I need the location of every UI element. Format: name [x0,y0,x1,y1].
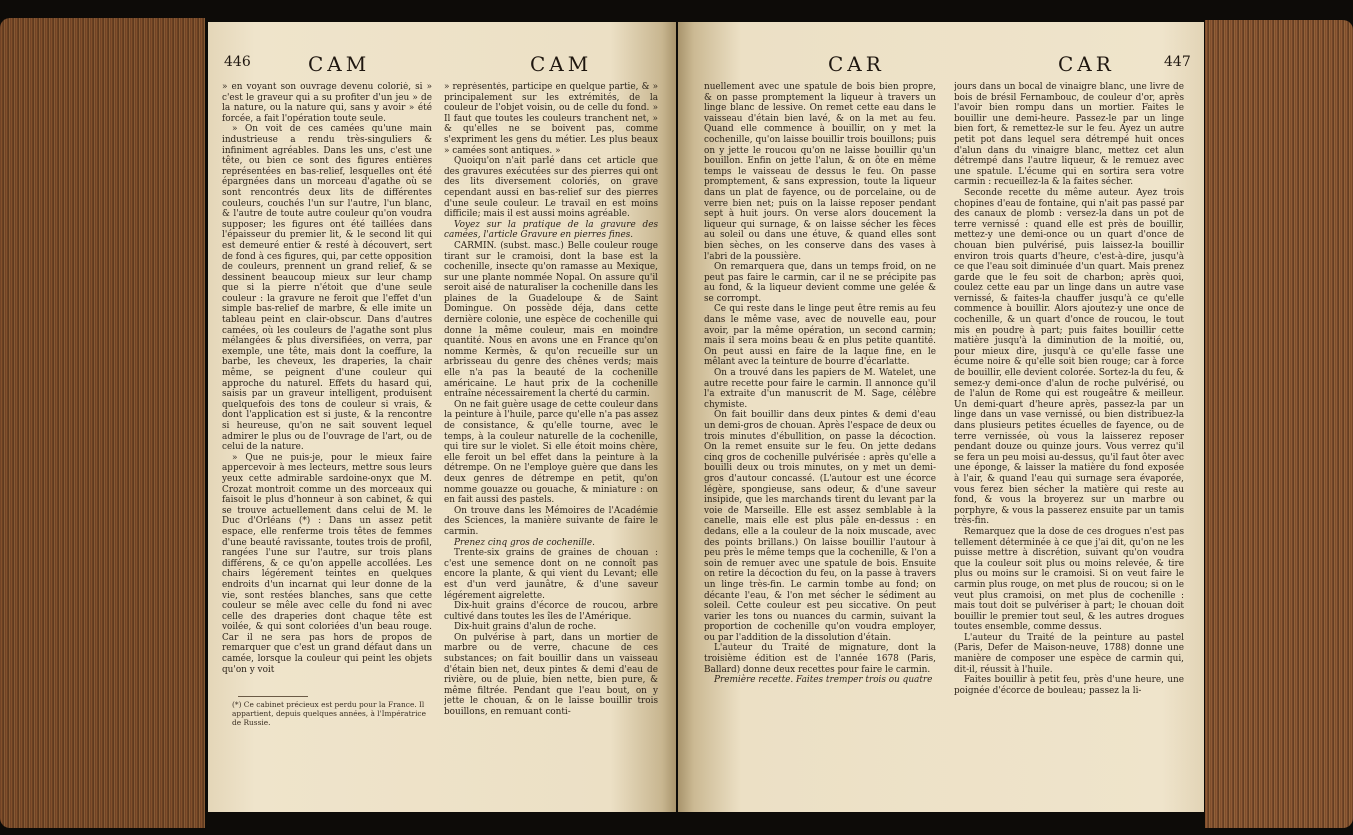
right-page-number: 447 [1164,54,1191,70]
right-page [678,22,1204,812]
right-heading-col1: CAR [828,52,885,76]
paragraph: Quoiqu'on n'ait parlé dans cet article que des gravures exécutées sur des pierres qui ont des lits diversement coloriés, on grave cependant aussi en bas-relief sur des pierres d'une seule couleur. Le travail en est moins difficile; mais il est aussi moins agréable. [444,156,658,220]
paragraph: jours dans un bocal de vinaigre blanc, une livre de bois de brésil Fernambouc, de couleur d'or, après l'avoir bien rompu dans un mortier. Faites le bouillir une demi-heure. Passez-le par un linge bien fort, & remettez-le sur le feu. Ayez un autre petit pot dans lequel sera détrempé huit onces d'alun dans du vinaigre blanc, mettez cet alun détrempé dans l'autre liqueur, & le remuez avec une spatule. L'écume qui en sortira sera votre carmin : recueillez-la & la faites sécher. [954,82,1184,188]
paragraph: Trente-six grains de graines de chouan : c'est une semence dont on ne connoît pas encore la plante, & qui vient du Levant; elle est d'un verd jaunâtre, & d'une saveur légérement aigrelette. [444,548,658,601]
paragraph: Remarquez que la dose de ces drogues n'est pas tellement déterminée à ce que j'ai dit, qu'on ne les puisse mettre à discrétion, suivant qu'on voudra que la couleur soit plus ou moins relevée, & tire plus ou moins sur le cramoisi. Si on veut faire le carmin plus rouge, on met plus de roucou; si on le veut plus cramoisi, on met plus de cochenille : mais tout doit se pulvériser à part; le chouan doit bouillir le premier tout seul, & les autres drogues toutes ensemble, comme dessus. [954,526,1184,633]
right-page-column-1 [704,82,936,802]
left-running-head [208,52,676,76]
paragraph: On fait bouillir dans deux pintes & demi d'eau un demi-gros de chouan. Après l'espace de deux ou trois minutes d'ébullition, on passe la décoction. On la remet ensuite sur le feu. On jette dedans cinq gros de cochenille pulvérisée : après qu'elle a bouilli deux ou trois minutes, on y met un demi-gros d'autour concassé. (L'autour est une écorce légère, spongieuse, sans odeur, & d'une saveur insipide, que les marchands tirent du levant par la voie de Marseille. Elle est assez semblable à la canelle, mais elle est plus pâle en-dessus : en dedans, elle a la couleur de la noix muscade, avec des points brillans.) On laisse bouillir l'autour à peu près le même temps que la cochenille, & l'on a soin de remuer avec une spatule de bois. Ensuite on retire la décoction du feu, on la passe à travers un linge très-fin. Le carmin tombe au fond; on décante l'eau, & l'on met sécher le sédiment au soleil. Cette couleur est peu siccative. On peut varier les tons ou nuances du carmin, suivant la proportion de cochenille qu'on voudra employer, ou par l'addition de la dissolution d'étain. [704,410,936,643]
paragraph: Voyez sur la pratique de la gravure des camées, l'article Gravure en pierres fines. [444,219,658,241]
paragraph: Ce qui reste dans le linge peut être remis au feu dans le même vase, avec de nouvelle eau, pour avoir, par la même opération, un second carmin; mais il sera moins beau & en plus petite quantité. On peut aussi en faire de la laque fine, en le mêlant avec la teinture de bourre d'écarlatte. [704,304,936,368]
paragraph: On ne fait guère usage de cette couleur dans la peinture à l'huile, parce qu'elle n'a pas assez de consistance, & qu'elle tourne, avec le temps, à la couleur naturelle de la cochenille, qui tire sur le violet. Si elle étoit moins chère, elle feroit un bel effet dans la peinture à la détrempe. On ne l'employe guère que dans les deux genres de détrempe en petit, qu'on nomme gouazze ou gouache, & miniature : on en fait aussi des pastels. [444,399,658,506]
paragraph: On pulvérise à part, dans un mortier de marbre ou de verre, chacune de ces substances; on fait bouillir dans un vaisseau d'étain bien net, deux pintes & demi d'eau de rivière, ou de pluie, bien nette, bien pure, & même filtrée. Pendant que l'eau bout, on y jette le chouan, & on le laisse bouillir trois bouillons, en remuant conti- [444,632,658,718]
paragraph: On remarquera que, dans un temps froid, on ne peut pas faire le carmin, car il ne se précipite pas au fond, & la liqueur devient comme une gelée & se corrompt. [704,262,936,304]
paragraph: » représentés, participe en quelque partie, & » principalement sur les extrémités, de la couleur de l'objet voisin, ou de celle du fond. » Il faut que toutes les couleurs tranchent net, » & qu'elles ne se boivent pas, comme s'expriment les gens du métier. Les plus beaux » camées sont antiques. » [444,82,658,156]
paragraph: Seconde recette du même auteur. Ayez trois chopines d'eau de fontaine, qui n'ait pas passé par des canaux de plomb : versez-la dans un pot de terre vernissé : quand elle est près de bouillir, mettez-y une demi-once ou un quart d'once de chouan bien pulvérisé, puis laissez-la bouillir environ trois quarts d'heure, c'est-à-dire, jusqu'à ce que l'eau soit diminuée d'un quart. Mais prenez garde que le feu soit de charbon; après quoi, coulez cette eau par un linge dans un autre vase vernissé, & faites-la chauffer jusqu'à ce qu'elle commence à bouillir. Alors ajoutez-y une once de cochenille, & un quart d'once de roucou, le tout mis en poudre à part; puis faites bouillir cette matière jusqu'à la diminution de la moitié, ou, pour mieux dire, jusqu'à ce qu'elle fasse une écume noire & qu'elle soit bien rouge; car à force de bouillir, elle devient colorée. Sortez-la du feu, & semez-y demi-once d'alun de roche pulvérisé, ou de l'alun de Rome qui est rougeâtre & meilleur. Un demi-quart d'heure après, passez-la par un linge dans un vase vernissé, ou bien distribuez-la dans plusieurs petites écuelles de fayence, ou de terre vernissée, où vous la laisserez reposer pendant douze ou quinze jours. Vous verrez qu'il se fera un peu moisi au-dessus, qu'il faut ôter avec une éponge, & laisser la matière du fond exposée à l'air, & quand l'eau qui surnage sera évaporée, vous ferez bien sécher la matière qui reste au fond, & vous la broyerez sur un marbre ou porphyre, & vous la passerez ensuite par un tamis très-fin. [954,187,1184,527]
footnote: (*) Ce cabinet précieux est perdu pour la France. Il appartient, depuis quelques années, à l'Impératrice de Russie. [232,700,426,727]
paragraph: L'auteur du Traité de la peinture au pastel (Paris, Defer de Maison-neuve, 1788) donne une manière de composer une espèce de carmin qui, dit-il, réussit à l'huile. [954,632,1184,675]
left-page-number: 446 [224,54,251,70]
paragraph: » On voit de ces camées qu'une main industrieuse a rendu très-singuliers & infiniment agréables. Dans les uns, c'est une tête, ou bien ce sont des figures entières représentées en bas-relief, lesquelles ont été épargnées dans un morceau d'agathe où se sont rencontrés deux lits de différentes couleurs, couchés l'un sur l'autre, l'un blanc, & l'autre de toute autre couleur qu'on voudra supposer; les figures ont été taillées dans l'épaisseur du premier lit, & le second lit qui est demeuré entier & resté à découvert, sert de fond à ces figures, qui, par cette opposition de couleurs, prennent un grand relief, & se dessinent beaucoup mieux sur leur champ que si la pierre n'étoit que d'une seule couleur : la gravure ne feroit que l'effet d'un simple bas-relief de marbre, & elle imite un tableau peint en clair-obscur. Dans d'autres camées, où les couleurs de l'agathe sont plus mélangées & plus diversifiées, on verra, par exemple, une tête, mais dont la coeffure, la barbe, les cheveux, les draperies, la chair même, se peignent d'une couleur qui approche du naturel. Effets du hasard qui, saisis par un graveur intelligent, produisent quelquefois des tons de couleur si vrais, & dont l'application est si juste, & la rencontre si heureuse, qu'on ne sait souvent lequel admirer le plus ou de l'ouvrage de l'art, ou de celui de la nature. [222,124,432,453]
paragraph: Dix-huit grains d'écorce de roucou, arbre cultivé dans toutes les îles de l'Amérique. [444,601,658,622]
paragraph: On a trouvé dans les papiers de M. Watelet, une autre recette pour faire le carmin. Il annonce qu'il l'a extraite d'un manuscrit de M. Sage, célèbre chymiste. [704,368,936,410]
right-page-edges [1205,20,1353,828]
paragraph: On trouve dans les Mémoires de l'Académie des Sciences, la manière suivante de faire le carmin. [444,505,658,537]
left-heading-col2: CAM [530,52,593,76]
paragraph: CARMIN. (subst. masc.) Belle couleur rouge tirant sur le cramoisi, dont la base est la cochenille, insecte qu'on ramasse au Mexique, sur une plante nommée Nopal. On assure qu'il seroit aisé de naturaliser la cochenille dans les plaines de la Guadeloupe & de Saint Domingue. On possède déja, dans cette dernière colonie, une espèce de cochenille qui donne la même couleur, mais en moindre quantité. Nous en avons une en France qu'on nomme Kermès, & qu'on recueille sur un arbrisseau du genre des chênes verds; mais elle n'a pas la beauté de la cochenille américaine. Le haut prix de la cochenille entraîne nécessairement la cherté du carmin. [444,240,658,400]
paragraph: » Que ne puis-je, pour le mieux faire appercevoir à mes lecteurs, mettre sous leurs yeux cette admirable sardoine-onyx que M. Crozat montroit comme un des morceaux qui faisoit le plus d'honneur à son cabinet, & qui se trouve actuellement dans celui de M. le Duc d'Orléans (*) : Dans un assez petit espace, elle renferme trois têtes de femmes d'une beauté ravissante, toutes trois de profil, rangées l'une sur l'autre, sur trois plans différens, & ce qu'on appelle accollées. Les chairs légérement teintes en quelques endroits d'un incarnat qui leur donne de la vie, sont restées blanches, sans que cette couleur se mêle avec celle du fond ni avec celle des draperies dont chaque tête est voilée, & qui sont coloriées d'un beau rouge. Car il ne sera pas hors de propos de remarquer que c'est un grand défaut dans un camée, lorsque la couleur qui peint les objets qu'on y voit [222,452,432,675]
footnote-rule [238,696,308,697]
paragraph: L'auteur du Traité de mignature, dont la troisième édition est de l'année 1678 (Paris, Ballard) donne deux recettes pour faire le carmin. [704,643,936,675]
right-running-head [678,52,1204,76]
left-page-edges [0,18,205,828]
right-heading-col2: CAR [1058,52,1115,76]
paragraph: Faites bouillir à petit feu, près d'une heure, une poignée d'écorce de bouleau; passez la li- [954,675,1184,696]
left-heading-col1: CAM [308,52,371,76]
paragraph: » en voyant son ouvrage devenu colorié, si » c'est le graveur qui a su profiter d'un jeu » de la nature, ou la nature qui, sans y avoir » été forcée, a fait l'opération toute seule. [222,82,432,124]
paragraph: nuellement avec une spatule de bois bien propre, & on passe promptement la liqueur à travers un linge blanc de lessive. On remet cette eau dans le vaisseau d'étain bien lavé, & on la met au feu. Quand elle commence à bouillir, on y met la cochenille, qu'on laisse bouillir trois bouillons; puis on y jette le roucou qu'on ne laisse bouillir qu'un bouillon. Enfin on jette l'alun, & on ôte en même temps le vaisseau de dessus le feu. On passe promptement, & sans expression, toute la liqueur dans un plat de fayence, ou de porcelaine, ou de verre bien net; puis on la laisse reposer pendant sept à huit jours. On verse alors doucement la liqueur qui surnage, & on laisse sécher les fèces au soleil ou dans une étuve, & quand elles sont bien sèches, on les conserve dans des vases à l'abri de la poussière. [704,82,936,262]
paragraph: Dix-huit grains d'alun de roche. [454,622,597,633]
paragraph: Première recette. Faites tremper trois ou quatre [714,675,933,686]
left-page [208,22,676,812]
left-page-column-1 [222,82,432,690]
left-page-column-2 [444,82,658,802]
right-page-column-2 [954,82,1184,802]
paragraph: Prenez cinq gros de cochenille. [454,537,595,548]
